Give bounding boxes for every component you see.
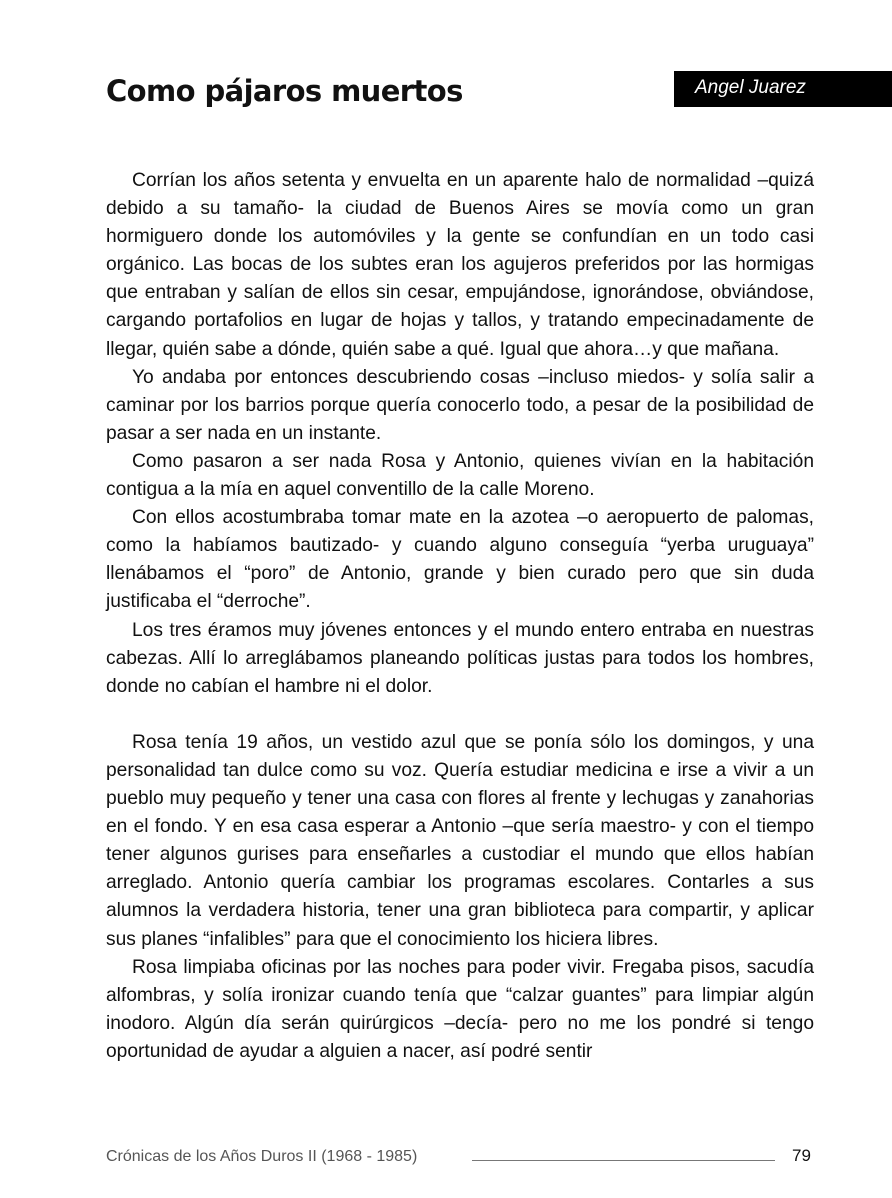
body-paragraph: Corrían los años setenta y envuelta en un aparente halo de normalidad –quizá debido a su tamaño- la ciudad de Buenos Aires se movía como un gran hormiguero donde los automóviles y la gente se confundían en un todo casi orgánico. Las bocas de los subtes eran los agujeros preferidos por las hormigas que entraban y salían de ellos sin cesar, empujándose, ignorándose, obviándose, cargando portafolios en lugar de hojas y tallos, y tratando empecinadamente de llegar, quién sabe a dónde, quién sabe a qué. Igual que ahora…y que mañana. xyxy=(106,170,814,360)
body-paragraph: Con ellos acostumbraba tomar mate en la azotea –o aeropuerto de palomas, como la habíamos bautizado- y cuando alguno conseguía “yerba uruguaya” llenábamos el “poro” de Antonio, grande y bien curado pero que sin duda justificaba el “derroche”. xyxy=(106,507,814,613)
body-paragraph: Como pasaron a ser nada Rosa y Antonio, quienes vivían en la habitación contigua a la mía en aquel conventillo de la calle Moreno. xyxy=(106,450,814,501)
page-number: 79 xyxy=(792,1146,811,1165)
body-paragraph: Rosa limpiaba oficinas por las noches para poder vivir. Fregaba pisos, sacudía alfombras, y solía ironizar cuando tenía que “calzar guantes” para limpiar algún inodoro. Algún día serán quirúrgicos –decía- pero no me los pondré si tengo oportunidad de ayudar a alguien a nacer, así podré sentir xyxy=(106,956,814,1062)
section-gap xyxy=(106,701,814,729)
body-paragraph: Yo andaba por entonces descubriendo cosas –incluso miedos- y solía salir a caminar por los barrios porque quería conocerlo todo, a pesar de la posibilidad de pasar a ser nada en un instante. xyxy=(106,366,814,444)
author-name: Angel Juarez xyxy=(695,77,806,98)
article-title: Como pájaros muertos xyxy=(106,74,463,108)
footer-divider xyxy=(472,1160,775,1161)
article-body xyxy=(106,167,814,1066)
body-paragraph: Rosa tenía 19 años, un vestido azul que se ponía sólo los domingos, y una personalidad tan dulce como su voz. Quería estudiar medicina e irse a vivir a un pueblo muy pequeño y tener una casa con flores al frente y lechugas y zanahorias en el fondo. Y en esa casa esperar a Antonio –que sería maestro- y con el tiempo tener algunos gurises para enseñarles a custodiar el mundo que ellos habían arreglado. Antonio quería cambiar los programas escolares. Contarles a sus alumnos la verdadera historia, tener una gran biblioteca para compartir, y aplicar sus planes “infalibles” para que el conocimiento los hiciera libres. xyxy=(106,731,814,950)
footer-book-title: Crónicas de los Años Duros II (1968 - 1985) xyxy=(106,1148,418,1165)
author-tab xyxy=(674,71,892,107)
body-paragraph: Los tres éramos muy jóvenes entonces y el mundo entero entraba en nuestras cabezas. Allí lo arreglábamos planeando políticas justas para todos los hombres, donde no cabían el hambre ni el dolor. xyxy=(106,619,814,697)
